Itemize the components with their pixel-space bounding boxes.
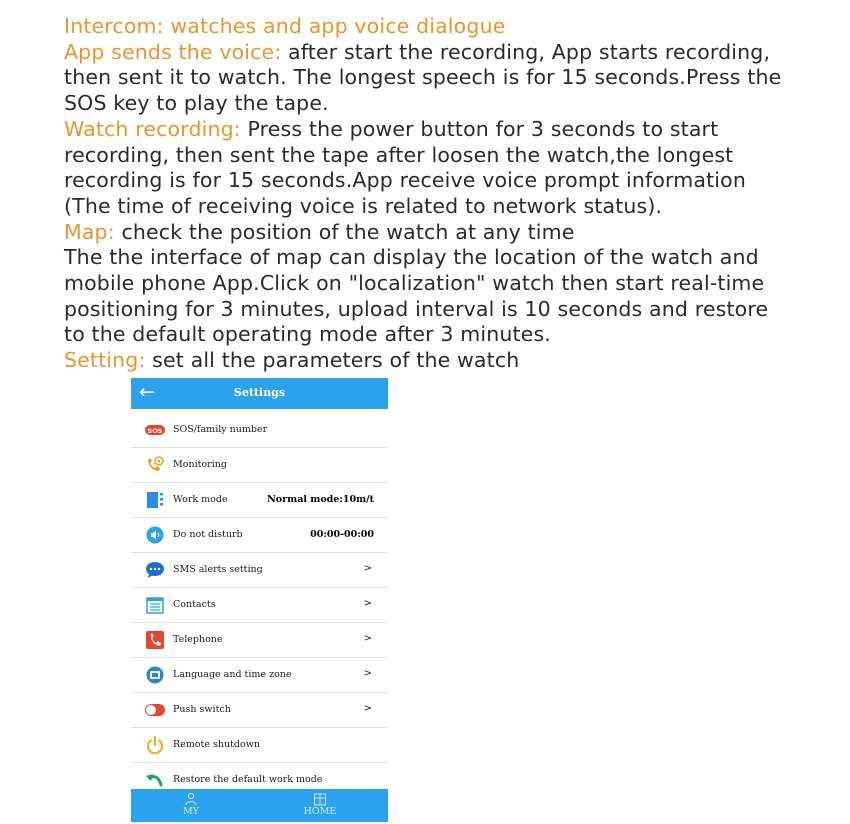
push-switch-icon [145,701,165,719]
home-icon [313,792,327,806]
text-line: recording, then sent the tape after loosen the watch,the longest [64,142,734,167]
page-title: Settings [233,386,286,399]
restore-icon [145,771,165,789]
text-line: (The time of receiving voice is related to network status). [64,193,663,218]
telephone-icon [145,631,165,649]
text-line: mobile phone App.Click on "localization" watch then start real-time [64,271,765,296]
row-label: Language and time zone [173,669,292,680]
text-line: App sends the voice: after start the recording, App starts recording, [64,39,771,64]
chevron-right-icon: > [363,633,372,644]
settings-row-push-switch[interactable] [131,693,388,728]
back-arrow-icon[interactable]: ← [139,381,155,403]
settings-screenshot [131,378,388,822]
tab-my[interactable] [161,792,221,817]
tab-home-label: HOME [303,806,337,817]
settings-row-remote-shutdown[interactable] [131,728,388,763]
contacts-icon [145,596,165,614]
settings-row-sos[interactable] [131,413,388,448]
text-line: Watch recording: Press the power button for 3 seconds to start [64,116,719,141]
do-not-disturb-value: 00:00-00:00 [310,529,374,540]
user-icon [184,792,198,806]
chevron-right-icon: > [363,598,372,609]
text-line: positioning for 3 minutes, upload interval is 10 seconds and restore [64,296,769,321]
settings-row-language[interactable] [131,658,388,693]
row-label: Monitoring [173,459,227,470]
row-label: SMS alerts setting [173,564,263,575]
row-label: Contacts [173,599,216,610]
instruction-text [64,14,844,374]
sos-icon [145,421,165,439]
text-line: to the default operating mode after 3 minutes. [64,322,551,347]
text-line: Map: check the position of the watch at any time [64,219,575,244]
sms-icon [145,561,165,579]
row-label: Telephone [173,634,223,645]
text-line: SOS key to play the tape. [64,91,329,116]
text-line: Setting: set all the parameters of the watch [64,348,520,373]
settings-row-work-mode[interactable] [131,483,388,518]
language-icon [145,666,165,684]
settings-row-monitoring[interactable] [131,448,388,483]
settings-row-telephone[interactable] [131,623,388,658]
tab-my-label: MY [183,806,199,817]
work-mode-icon [145,491,165,509]
settings-row-do-not-disturb[interactable] [131,518,388,553]
chevron-right-icon: > [363,563,372,574]
do-not-disturb-icon [145,526,165,544]
row-label: Remote shutdown [173,739,260,750]
text-line: recording is for 15 seconds.App receive voice prompt information [64,168,746,193]
settings-row-sms-alerts[interactable] [131,553,388,588]
chevron-right-icon: > [363,668,372,679]
settings-row-contacts[interactable] [131,588,388,623]
svg-text:SOS: SOS [147,427,163,435]
bottom-tab-bar [131,789,388,822]
settings-list [131,413,388,798]
row-label: Work mode [173,494,228,505]
work-mode-value: Normal mode:10m/t [267,494,374,505]
settings-header [131,378,388,409]
chevron-right-icon: > [363,703,372,714]
text-line: The the interface of map can display the location of the watch and [64,245,759,270]
tab-home[interactable] [290,792,350,817]
row-label: SOS/family number [173,424,268,435]
text-line: then sent it to watch. The longest speech is for 15 seconds.Press the [64,65,782,90]
row-label: Push switch [173,704,231,715]
row-label: Do not disturb [173,529,243,540]
text-line: Intercom: watches and app voice dialogue [64,14,506,38]
row-label: Restore the default work mode [173,774,323,785]
power-icon [145,736,165,754]
monitoring-icon [145,456,165,474]
